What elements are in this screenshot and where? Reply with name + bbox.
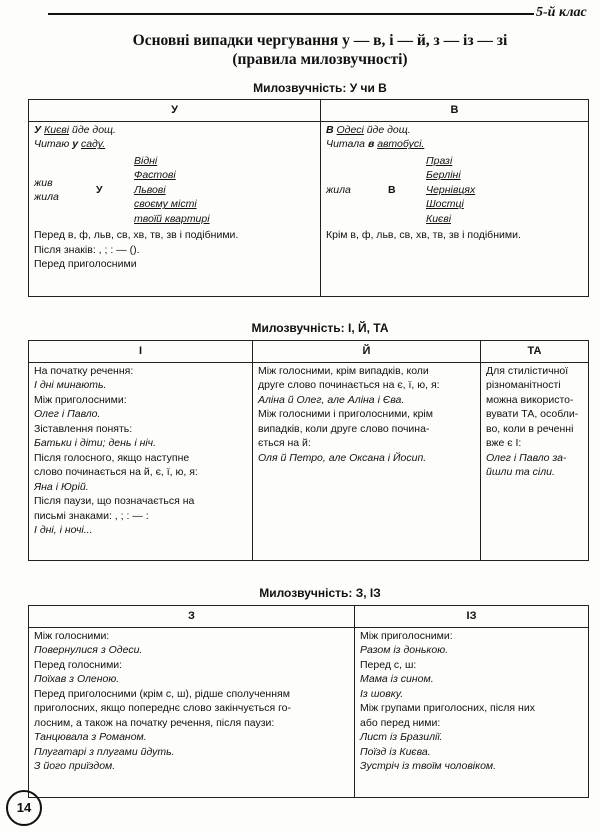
section-heading-iy: Милозвучність: І, Й, ТА <box>251 321 389 335</box>
text-line: письмі знаками: , ; : — : <box>34 509 149 522</box>
text-line: Із шовку. <box>360 687 404 700</box>
cell-v <box>321 122 589 297</box>
text-line: З його приїздом. <box>34 760 116 773</box>
text-line: друге слово починається на є, ї, ю, я: <box>258 379 440 392</box>
text-line: Поїзд із Києва. <box>360 745 431 758</box>
text-line: На початку речення: <box>34 365 134 377</box>
text-line: Перед голосними: <box>34 658 123 671</box>
cell-ta <box>481 363 589 561</box>
text-line: Танцювала з Романом. <box>34 731 147 744</box>
table-iy <box>28 340 589 561</box>
text-line: Плугатарі з плугами йдуть. <box>34 745 175 758</box>
text-line: Повернулися з Одеси. <box>34 644 143 657</box>
text-line: Оля й Петро, але Оксана і Йосип. <box>258 451 427 464</box>
city-item: Берліні <box>426 169 461 182</box>
text-line: вувати ТА, особли- <box>486 408 579 421</box>
text-line: Разом із донькою. <box>360 644 449 657</box>
text-line: Між голосними і приголосними, крім <box>258 408 433 421</box>
text-line: випадків, коли друге слово почина- <box>258 422 430 435</box>
cell-iz <box>355 628 589 798</box>
city-item: Шостці <box>426 198 464 211</box>
text-line: Між приголосними: <box>34 393 127 406</box>
city-item: Фастові <box>134 169 176 182</box>
text-line: Після паузи, що позначається на <box>34 495 195 508</box>
v-cities-block: жила В Празі Берліні Чернівцях Шостці Києві <box>326 154 476 225</box>
text-line: різноманітності <box>486 379 561 392</box>
col-header-y: Й <box>253 341 481 363</box>
page-number: 14 <box>6 790 42 826</box>
text-line: Між приголосними: <box>360 630 453 642</box>
v-rule-1: Крім в, ф, льв, св, хв, тв, зв і подібними. <box>326 229 521 242</box>
u-example-1: У Києві йде дощ. <box>34 124 116 136</box>
cell-u <box>29 122 321 297</box>
u-cities-block: жив жила У Відні Фастові Львові своєму місті твоїй квартирі <box>34 154 210 225</box>
text-line: Між групами приголосних, після них <box>360 702 535 715</box>
text-line: Аліна й Олег, але Аліна і Єва. <box>258 393 405 406</box>
city-item: Львові <box>134 183 166 196</box>
header-rule <box>48 13 534 15</box>
u-rule-2: Після знаків: , ; : — (). <box>34 243 140 256</box>
page-title: Основні випадки чергування у — в, і — й, з — із — зі <box>132 32 508 49</box>
city-item: своєму місті <box>134 198 197 211</box>
city-item: твоїй квартирі <box>134 212 210 225</box>
text-line: Для стилістичної <box>486 365 569 377</box>
col-header-ta: ТА <box>481 341 589 363</box>
text-line: Зустріч із твоїм чоловіком. <box>360 760 497 773</box>
u-example-2: Читаю у саду. <box>34 138 106 151</box>
text-line: Між голосними: <box>34 630 110 642</box>
text-line: Олег і Павло. <box>34 408 101 421</box>
cell-z <box>29 628 355 798</box>
text-line: Батьки і діти; день і ніч. <box>34 437 157 450</box>
text-line: І дні минають. <box>34 379 107 392</box>
text-line: Олег і Павло за- <box>486 451 567 464</box>
text-line: лосним, а також на початку речення, після паузи: <box>34 716 275 729</box>
text-line: Перед приголосними (крім с, ш), рідше сполученням <box>34 687 290 700</box>
v-example-2: Читала в автобусі. <box>326 138 425 151</box>
col-header-iz: ІЗ <box>355 606 589 628</box>
text-line: приголосних, якщо попереднє слово закінчується го- <box>34 702 292 715</box>
text-line: йшли та сіли. <box>486 466 555 479</box>
text-line: вже є І: <box>486 437 522 450</box>
text-line: слово починається на й, є, ї, ю, я: <box>34 466 198 479</box>
u-rule-3: Перед приголосними <box>34 258 137 271</box>
grade-label: 5-й клас <box>536 5 587 20</box>
city-item: Відні <box>134 154 158 167</box>
text-line: Поїхав з Оленою. <box>34 673 120 686</box>
text-line: ється на й: <box>258 437 311 450</box>
text-line: І дні, і ночі... <box>34 524 93 537</box>
text-line: во, коли в реченні <box>486 422 574 435</box>
text-line: можна використо- <box>486 393 574 406</box>
page-subtitle: (правила милозвучності) <box>232 51 408 68</box>
section-heading-uv: Милозвучність: У чи В <box>253 81 387 95</box>
table-z <box>28 605 589 798</box>
section-heading-z: Милозвучність: З, ІЗ <box>259 586 381 600</box>
col-header-z: З <box>29 606 355 628</box>
city-item: Чернівцях <box>426 183 476 196</box>
text-line: Після голосного, якщо наступне <box>34 451 190 464</box>
text-line: або перед ними: <box>360 716 441 729</box>
u-rule-1: Перед в, ф, льв, св, хв, тв, зв і подібними. <box>34 229 239 242</box>
col-header-i: І <box>29 341 253 363</box>
text-line: Мама із сином. <box>360 673 434 686</box>
text-line: Зіставлення понять: <box>34 422 133 435</box>
text-line: Лист із Бразилії. <box>360 731 443 744</box>
v-example-1: В Одесі йде дощ. <box>326 124 411 136</box>
table-uv <box>28 99 589 297</box>
cell-i <box>29 363 253 561</box>
col-header-u: У <box>29 100 321 122</box>
city-item: Києві <box>426 212 452 225</box>
cell-y <box>253 363 481 561</box>
text-line: Яна і Юрій. <box>34 480 89 493</box>
text-line: Перед с, ш: <box>360 658 417 671</box>
col-header-v: В <box>321 100 589 122</box>
city-item: Празі <box>426 154 453 167</box>
text-line: Між голосними, крім випадків, коли <box>258 365 429 377</box>
